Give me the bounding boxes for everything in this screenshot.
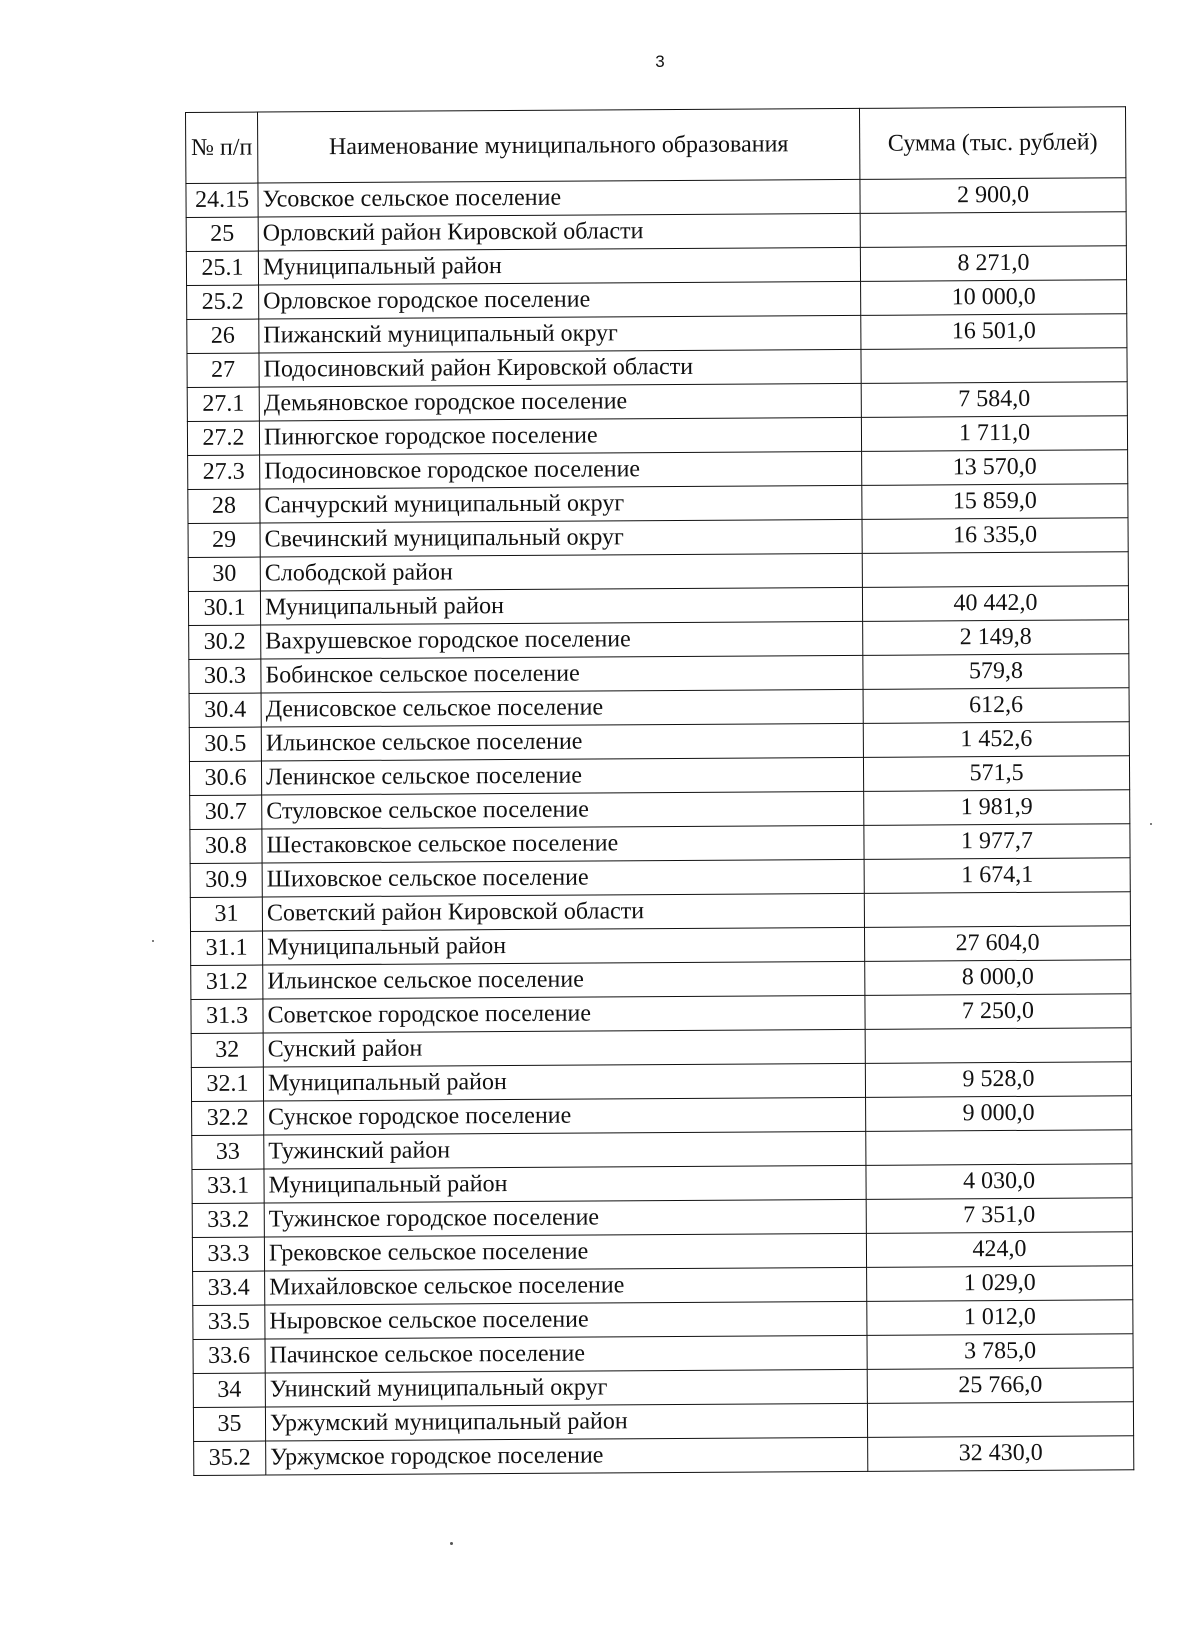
table-header-row [186,107,1126,184]
row-sum-cell: 9 528,0 [865,1062,1131,1098]
row-sum-cell: 8 271,0 [860,246,1126,282]
row-number-cell: 28 [188,489,260,523]
row-name-cell: Усовское сельское поселение [258,179,860,217]
row-number-cell: 24.15 [186,183,258,217]
table-row [193,1300,1133,1340]
row-name-cell: Муниципальный район [264,1165,866,1203]
allocation-table [185,106,1134,1476]
table-row [190,790,1130,830]
document-sheet [185,106,1133,1476]
row-number-cell: 30.3 [189,659,261,693]
table-row [188,552,1128,592]
row-number-cell: 33.6 [193,1339,265,1373]
scan-speck [1150,823,1152,825]
row-name-cell: Пачинское сельское поселение [265,1335,867,1373]
row-name-cell: Подосиновский район Кировской области [259,349,861,387]
table-row [189,756,1129,796]
row-number-cell: 27.3 [188,455,260,489]
table-row [186,212,1126,252]
row-sum-cell [864,892,1130,928]
row-number-cell: 30 [188,557,260,591]
row-sum-cell: 1 012,0 [867,1300,1133,1336]
row-sum-cell: 1 711,0 [861,416,1127,452]
row-number-cell: 35.2 [194,1441,266,1475]
table-row [189,722,1129,762]
table-body [186,178,1134,1476]
table-row [189,688,1129,728]
row-name-cell: Санчурский муниципальный округ [260,485,862,523]
row-name-cell: Шиховское сельское поселение [262,859,864,897]
row-name-cell: Тужинское городское поселение [264,1199,866,1237]
table-row [189,654,1129,694]
row-name-cell: Ныровское сельское поселение [265,1301,867,1339]
row-name-cell: Бобинское сельское поселение [261,655,863,693]
row-name-cell: Грековское сельское поселение [264,1233,866,1271]
table-row [186,246,1126,286]
row-sum-cell: 16 335,0 [862,518,1128,554]
row-number-cell: 31.3 [191,999,263,1033]
row-number-cell: 33.5 [193,1305,265,1339]
row-name-cell: Денисовское сельское поселение [261,689,863,727]
row-number-cell: 33.2 [192,1203,264,1237]
row-name-cell: Уржумское городское поселение [266,1437,868,1475]
row-number-cell: 27.2 [187,421,259,455]
table-row [190,858,1130,898]
row-name-cell: Вахрушевское городское поселение [261,621,863,659]
table-row [191,994,1131,1034]
table-row [191,960,1131,1000]
row-name-cell: Орловский район Кировской области [258,213,860,251]
table-row [192,1198,1132,1238]
row-sum-cell [866,1130,1132,1166]
row-sum-cell: 4 030,0 [866,1164,1132,1200]
row-sum-cell: 1 981,9 [864,790,1130,826]
table-row [193,1402,1133,1442]
row-number-cell: 29 [188,523,260,557]
row-sum-cell: 40 442,0 [862,586,1128,622]
table-row [192,1164,1132,1204]
table-row [191,1062,1131,1102]
page-number: 3 [655,52,665,71]
table-row [188,586,1128,626]
row-name-cell: Стуловское сельское поселение [262,791,864,829]
row-number-cell: 27 [187,353,259,387]
row-sum-cell: 579,8 [863,654,1129,690]
table-row [187,382,1127,422]
table-row [192,1096,1132,1136]
row-sum-cell: 3 785,0 [867,1334,1133,1370]
row-name-cell: Советский район Кировской области [262,893,864,931]
row-number-cell: 30.4 [189,693,261,727]
row-number-cell: 25 [186,217,258,251]
row-sum-cell: 1 452,6 [863,722,1129,758]
table-row [187,416,1127,456]
row-name-cell: Пижанский муниципальный округ [259,315,861,353]
row-number-cell: 34 [193,1373,265,1407]
scan-speck [152,940,154,942]
row-sum-cell: 7 351,0 [866,1198,1132,1234]
row-sum-cell: 7 584,0 [861,382,1127,418]
table-row [188,518,1128,558]
header-number: № п/п [186,112,258,183]
row-number-cell: 30.9 [190,863,262,897]
row-name-cell: Унинский муниципальный округ [265,1369,867,1407]
table-row [193,1368,1133,1408]
row-name-cell: Михайловское сельское поселение [265,1267,867,1305]
row-name-cell: Муниципальный район [260,587,862,625]
row-sum-cell: 15 859,0 [862,484,1128,520]
table-row [191,1028,1131,1068]
row-sum-cell [862,552,1128,588]
row-name-cell: Сунское городское поселение [264,1097,866,1135]
row-sum-cell: 8 000,0 [865,960,1131,996]
row-number-cell: 33 [192,1135,264,1169]
row-sum-cell [861,348,1127,384]
row-number-cell: 31.2 [191,965,263,999]
row-sum-cell: 2 900,0 [860,178,1126,214]
row-sum-cell: 9 000,0 [866,1096,1132,1132]
table-row [189,620,1129,660]
row-name-cell: Муниципальный район [263,1063,865,1101]
row-sum-cell: 27 604,0 [864,926,1130,962]
row-sum-cell: 1 029,0 [867,1266,1133,1302]
table-row [192,1130,1132,1170]
row-sum-cell: 13 570,0 [862,450,1128,486]
table-row [194,1436,1134,1476]
row-name-cell: Сунский район [263,1029,865,1067]
row-number-cell: 27.1 [187,387,259,421]
row-name-cell: Муниципальный район [263,927,865,965]
row-number-cell: 30.5 [189,727,261,761]
scan-speck [450,1542,453,1545]
row-name-cell: Ильинское сельское поселение [261,723,863,761]
row-name-cell: Пинюгское городское поселение [259,417,861,455]
row-number-cell: 32 [191,1033,263,1067]
row-name-cell: Шестаковское сельское поселение [262,825,864,863]
table-row [192,1232,1132,1272]
row-number-cell: 31.1 [191,931,263,965]
row-sum-cell: 7 250,0 [865,994,1131,1030]
row-number-cell: 33.3 [192,1237,264,1271]
row-name-cell: Слободской район [260,553,862,591]
row-sum-cell [867,1402,1133,1438]
row-number-cell: 30.8 [190,829,262,863]
table-row [193,1266,1133,1306]
row-sum-cell: 612,6 [863,688,1129,724]
row-name-cell: Советское городское поселение [263,995,865,1033]
table-row [190,824,1130,864]
row-number-cell: 31 [190,897,262,931]
table-row [187,314,1127,354]
row-number-cell: 30.7 [190,795,262,829]
row-number-cell: 30.2 [189,625,261,659]
row-name-cell: Муниципальный район [258,247,860,285]
row-name-cell: Уржумский муниципальный район [265,1403,867,1441]
row-name-cell: Свечинский муниципальный округ [260,519,862,557]
row-name-cell: Тужинский район [264,1131,866,1169]
row-sum-cell: 571,5 [863,756,1129,792]
row-sum-cell: 2 149,8 [863,620,1129,656]
table-row [188,484,1128,524]
row-name-cell: Подосиновское городское поселение [260,451,862,489]
row-name-cell: Демьяновское городское поселение [259,383,861,421]
row-number-cell: 25.1 [186,251,258,285]
row-number-cell: 32.1 [191,1067,263,1101]
row-name-cell: Орловское городское поселение [259,281,861,319]
row-name-cell: Ленинское сельское поселение [261,757,863,795]
table-row [186,178,1126,218]
row-sum-cell: 424,0 [866,1232,1132,1268]
row-sum-cell [860,212,1126,248]
row-number-cell: 32.2 [192,1101,264,1135]
row-number-cell: 25.2 [187,285,259,319]
row-number-cell: 33.4 [193,1271,265,1305]
table-row [190,892,1130,932]
row-sum-cell: 10 000,0 [861,280,1127,316]
row-sum-cell: 25 766,0 [867,1368,1133,1404]
table-row [193,1334,1133,1374]
row-number-cell: 30.6 [189,761,261,795]
table-row [188,450,1128,490]
header-sum: Сумма (тыс. рублей) [859,107,1125,180]
row-sum-cell [865,1028,1131,1064]
table-row [187,280,1127,320]
row-sum-cell: 16 501,0 [861,314,1127,350]
table-row [191,926,1131,966]
row-number-cell: 33.1 [192,1169,264,1203]
table-row [187,348,1127,388]
row-number-cell: 35 [193,1407,265,1441]
row-number-cell: 26 [187,319,259,353]
row-name-cell: Ильинское сельское поселение [263,961,865,999]
row-sum-cell: 1 977,7 [864,824,1130,860]
row-sum-cell: 1 674,1 [864,858,1130,894]
row-sum-cell: 32 430,0 [868,1436,1134,1472]
header-name: Наименование муниципального образования [258,108,860,183]
row-number-cell: 30.1 [188,591,260,625]
